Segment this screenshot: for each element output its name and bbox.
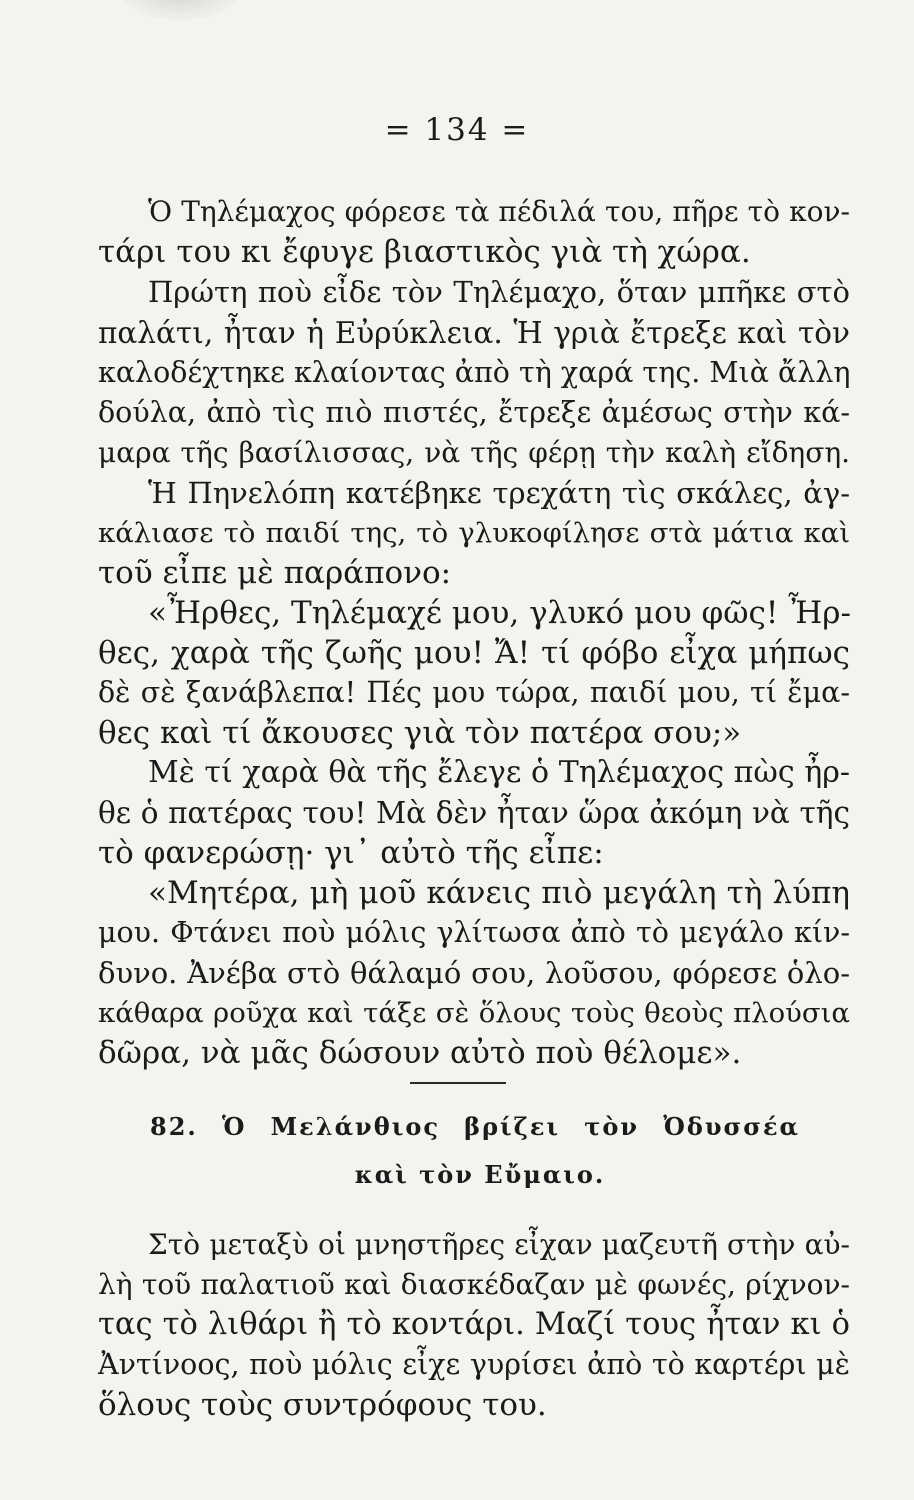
text-line: Ὁ Τηλέμαχος φόρεσε τὰ πέδιλά του, πῆρε τὸ κον-: [148, 195, 850, 228]
text-line: ὅλους τοὺς συντρόφους του.: [98, 1387, 547, 1423]
text-line: «Μητέρα, μὴ μοῦ κάνεις πιὸ μεγάλη τὴ λύπη: [148, 875, 850, 911]
text-line: κάλιασε τὸ παιδί της, τὸ γλυκοφίλησε στὰ μάτια καὶ: [98, 517, 850, 549]
text-line: δούλα, ἀπὸ τὶς πιὸ πιστές, ἔτρεξε ἀμέσως στὴν κά-: [98, 396, 850, 429]
text-line: θες καὶ τί ἄκουσες γιὰ τὸν πατέρα σου;»: [98, 715, 742, 751]
text-line: Ἡ Πηνελόπη κατέβηκε τρεχάτη τὶς σκάλες, ἀγ-: [148, 476, 850, 510]
text-line: δὲ σὲ ξανάβλεπα! Πές μου τώρα, παιδί μου, τί ἔμα-: [98, 676, 850, 709]
text-line: λὴ τοῦ παλατιοῦ καὶ διασκέδαζαν μὲ φωνές, ρίχνον-: [98, 1268, 850, 1301]
text-line: μου. Φτάνει ποὺ μόλις γλίτωσα ἀπὸ τὸ μεγάλο κίν-: [98, 916, 850, 949]
text-line: Στὸ μεταξὺ οἱ μνηστῆρες εἶχαν μαζευτῆ στὴν αὐ-: [148, 1228, 850, 1261]
text-line: παλάτι, ἦταν ἡ Εὐρύκλεια. Ἡ γριὰ ἔτρεξε καὶ τὸν: [98, 316, 850, 350]
text-line: θες, χαρὰ τῆς ζωῆς μου! Ἄ! τί φόβο εἶχα μήπως: [98, 635, 850, 671]
text-line: θε ὁ πατέρας του! Μὰ δὲν ἦταν ὥρα ἀκόμη νὰ τῆς: [98, 796, 850, 830]
section-heading: 82. Ὁ Μελάνθιος βρίζει τὸν Ὀδυσσέα: [150, 1112, 800, 1141]
section-divider: [410, 1082, 506, 1084]
text-line: Πρώτη ποὺ εἶδε τὸν Τηλέμαχο, ὅταν μπῆκε στὸ: [148, 275, 850, 309]
text-line: κάθαρα ροῦχα καὶ τάξε σὲ ὅλους τοὺς θεοὺς πλούσια: [98, 997, 850, 1029]
text-line: «Ἦρθες, Τηλέμαχέ μου, γλυκό μου φῶς! Ἦρ-: [148, 595, 851, 631]
text-line: δῶρα, νὰ μᾶς δώσουν αὐτὸ ποὺ θέλομε».: [98, 1035, 742, 1071]
text-line: Μὲ τί χαρὰ θὰ τῆς ἔλεγε ὁ Τηλέμαχος πὼς ἦρ-: [148, 755, 850, 790]
text-line: καλοδέχτηκε κλαίοντας ἀπὸ τὴ χαρά της. Μιὰ ἄλλη: [98, 356, 851, 389]
text-line: μαρα τῆς βασίλισσας, νὰ τῆς φέρῃ τὴν καλὴ εἴδηση.: [98, 436, 850, 469]
text-line: τας τὸ λιθάρι ἢ τὸ κοντάρι. Μαζί τους ἦταν κι ὁ: [98, 1307, 850, 1342]
text-line: δυνο. Ἀνέβα στὸ θάλαμό σου, λοῦσου, φόρεσε ὁλο-: [98, 956, 850, 990]
section-heading-continued: καὶ τὸν Εὔμαιο.: [354, 1160, 606, 1189]
text-line: Ἀντίνοος, ποὺ μόλις εἶχε γυρίσει ἀπὸ τὸ καρτέρι μὲ: [98, 1348, 850, 1381]
text-line: τοῦ εἶπε μὲ παράπονο:: [98, 555, 452, 591]
page-number: = 134 =: [384, 112, 530, 148]
page-stain: [120, 0, 240, 20]
text-line: τὸ φανερώσῃ· γι᾽ αὐτὸ τῆς εἶπε:: [98, 835, 604, 871]
text-line: τάρι του κι ἔφυγε βιαστικὸς γιὰ τὴ χώρα.: [98, 234, 751, 270]
